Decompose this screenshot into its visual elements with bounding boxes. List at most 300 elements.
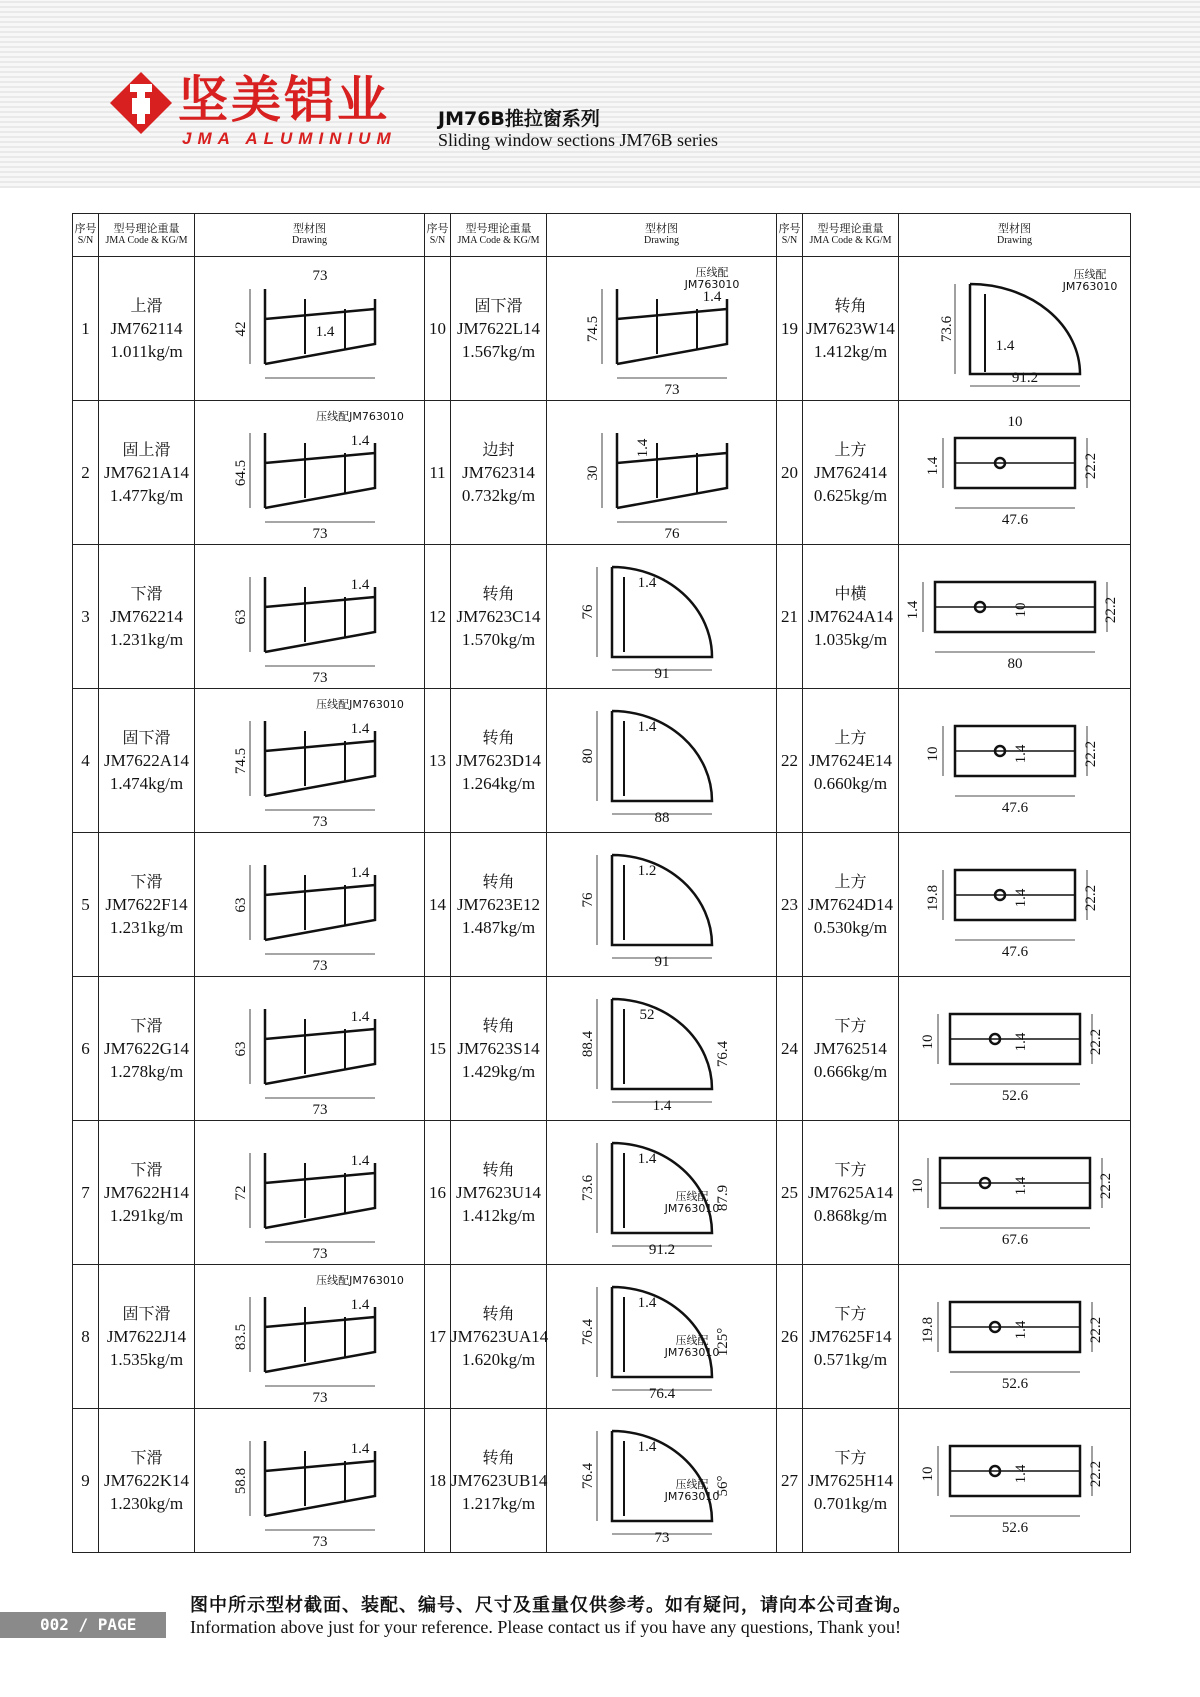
header-drawing-cn: 型材图: [998, 222, 1031, 235]
dimension-label: 88: [654, 809, 669, 826]
profile-code-cell: [803, 1409, 899, 1553]
dimension-label: 22.2: [1097, 1172, 1114, 1199]
dimension-label: 63: [232, 609, 249, 624]
profile-code: JM7623E12: [456, 895, 541, 914]
header-sn-cn: 序号: [74, 222, 97, 235]
profile-outline: [612, 1143, 712, 1233]
serial-number: 18: [425, 1409, 451, 1553]
dimension-label: 1.4: [350, 576, 369, 593]
profile-name: 固下滑: [122, 728, 171, 747]
header-sn: [425, 214, 451, 257]
profile-drawing: [915, 1272, 1115, 1402]
header-sn-cn: 序号: [778, 222, 801, 235]
serial-number: 25: [777, 1121, 803, 1265]
profile-drawing: [915, 1416, 1115, 1546]
dimension-label: 1.4: [350, 1296, 369, 1313]
profile-drawing: [562, 696, 762, 826]
table-row: [73, 401, 1131, 545]
serial-number: 15: [425, 977, 451, 1121]
dimension-label: 73: [312, 525, 327, 542]
assembly-note-code: JM763010: [664, 1345, 719, 1359]
profile-weight: 1.487kg/m: [461, 918, 536, 937]
header-sn-en: S/N: [781, 235, 798, 246]
profile-drawing-cell: [547, 545, 777, 689]
serial-number: 19: [777, 257, 803, 401]
header-code: [803, 214, 899, 257]
profile-code-cell: [803, 401, 899, 545]
profile-code-cell: [99, 545, 195, 689]
dimension-label: 1.4: [637, 574, 656, 591]
page-header: [0, 0, 1200, 188]
profile-name: 上方: [834, 872, 867, 891]
profile-drawing: [915, 984, 1115, 1114]
header-sn-en: S/N: [77, 235, 94, 246]
header-drawing-cn: 型材图: [293, 222, 326, 235]
dimension-label: 80: [1007, 655, 1022, 672]
dimension-label: 47.6: [1001, 511, 1028, 528]
assembly-note: 压线配JM763010: [315, 409, 404, 423]
profile-drawing-cell: [547, 977, 777, 1121]
profile-code-cell: [99, 257, 195, 401]
dimension-label: 73: [312, 1389, 327, 1406]
profile-table: [72, 213, 1131, 1553]
serial-number: 13: [425, 689, 451, 833]
assembly-note: 压线配JM763010: [315, 697, 404, 711]
dimension-label: 76.4: [579, 1318, 596, 1345]
dimension-label: 1.4: [315, 323, 334, 340]
profile-drawing-cell: [547, 401, 777, 545]
dimension-label: 76: [579, 892, 596, 907]
profile-code-cell: [99, 1121, 195, 1265]
profile-weight: 1.264kg/m: [461, 774, 536, 793]
footer-note-en: Information above just for your reference. Please contact us if you have any questions, Thank you!: [190, 1617, 901, 1637]
header-drawing-en: Drawing: [644, 235, 679, 246]
dimension-label: 52: [639, 1006, 654, 1023]
profile-drawing-cell: [195, 1265, 425, 1409]
header-code: [99, 214, 195, 257]
profile-code: JM7625H14: [807, 1471, 893, 1490]
dimension-label: 10: [924, 746, 941, 761]
profile-code: JM7623UB14: [451, 1471, 548, 1490]
dimension-label: 1.4: [904, 600, 921, 619]
profile-name: 下滑: [130, 584, 163, 603]
serial-number: 10: [425, 257, 451, 401]
dimension-label: 76.4: [714, 1040, 731, 1067]
profile-code: JM7625A14: [807, 1183, 893, 1202]
profile-drawing-cell: [195, 1409, 425, 1553]
profile-weight: 1.474kg/m: [109, 774, 184, 793]
profile-weight: 0.571kg/m: [813, 1350, 888, 1369]
dimension-label: 73: [312, 267, 327, 284]
profile-code-cell: [99, 689, 195, 833]
profile-outline: [612, 1287, 712, 1377]
profile-outline: [612, 855, 712, 945]
dimension-label: 1.4: [637, 1438, 656, 1455]
dimension-label: 52.6: [1001, 1087, 1028, 1104]
profile-drawing: [210, 408, 410, 542]
profile-code-cell: [451, 257, 547, 401]
dimension-label: 83.5: [232, 1323, 249, 1350]
dimension-label: 80: [579, 748, 596, 763]
table-row: [73, 257, 1131, 401]
dimension-label: 1.4: [1012, 1464, 1029, 1483]
dimension-label: 73: [312, 1245, 327, 1262]
header-code-en: JMA Code & KG/M: [457, 235, 540, 246]
profile-code: JM7621A14: [103, 463, 189, 482]
dimension-label: 47.6: [1001, 943, 1028, 960]
serial-number: 27: [777, 1409, 803, 1553]
profile-name: 固下滑: [122, 1304, 171, 1323]
dimension-label: 56°: [714, 1475, 731, 1496]
dimension-label: 88.4: [579, 1030, 596, 1057]
header-code-cn: 型号理论重量: [113, 222, 180, 235]
profile-code-cell: [803, 1121, 899, 1265]
profile-outline: [617, 433, 727, 508]
profile-drawing-cell: [195, 545, 425, 689]
dimension-label: 76: [664, 525, 679, 542]
profile-name: 上方: [834, 440, 867, 459]
dimension-label: 73: [312, 957, 327, 974]
assembly-note: 压线配JM763010: [315, 1273, 404, 1287]
profile-weight: 1.278kg/m: [109, 1062, 184, 1081]
table-row: [73, 545, 1131, 689]
profile-code-cell: [451, 401, 547, 545]
table-row: [73, 1409, 1131, 1553]
dimension-label: 1.4: [350, 1440, 369, 1457]
serial-number: 5: [73, 833, 99, 977]
profile-drawing: [909, 1128, 1115, 1258]
profile-code: JM7622G14: [103, 1039, 189, 1058]
dimension-label: 73: [312, 813, 327, 830]
assembly-note: 压线配: [1073, 267, 1106, 281]
serial-number: 1: [73, 257, 99, 401]
dimension-label: 22.2: [1087, 1316, 1104, 1343]
profile-drawing: [210, 552, 410, 686]
dimension-label: 1.4: [637, 1150, 656, 1167]
profile-code-cell: [451, 977, 547, 1121]
profile-drawing: [562, 1272, 762, 1402]
dimension-label: 76.4: [579, 1462, 596, 1489]
dimension-label: 1.4: [1012, 744, 1029, 763]
profile-weight: 1.412kg/m: [461, 1206, 536, 1225]
serial-number: 12: [425, 545, 451, 689]
profile-weight: 1.535kg/m: [109, 1350, 184, 1369]
profile-code-cell: [451, 1121, 547, 1265]
dimension-label: 1.4: [350, 720, 369, 737]
profile-code: JM762214: [110, 607, 183, 626]
dimension-label: 73: [654, 1529, 669, 1546]
serial-number: 9: [73, 1409, 99, 1553]
profile-weight: 1.620kg/m: [461, 1350, 536, 1369]
table-row: [73, 1121, 1131, 1265]
profile-code: JM762514: [814, 1039, 887, 1058]
dimension-label: 10: [919, 1034, 936, 1049]
dimension-label: 1.4: [637, 718, 656, 735]
profile-code-cell: [451, 833, 547, 977]
profile-name: 上方: [834, 728, 867, 747]
profile-code-cell: [803, 1265, 899, 1409]
profile-drawing-cell: [899, 977, 1131, 1121]
profile-code-cell: [99, 1265, 195, 1409]
profile-drawing-cell: [899, 833, 1131, 977]
profile-outline: [612, 999, 712, 1089]
dimension-label: 1.2: [637, 862, 656, 879]
dimension-label: 1.4: [1012, 888, 1029, 907]
profile-name: 转角: [482, 1016, 515, 1035]
profile-weight: 1.429kg/m: [461, 1062, 536, 1081]
dimension-label: 52.6: [1001, 1375, 1028, 1392]
profile-drawing: [562, 1416, 762, 1546]
header-drawing-en: Drawing: [292, 235, 327, 246]
profile-drawing: [562, 264, 762, 398]
profile-code: JM7623U14: [455, 1183, 541, 1202]
dimension-label: 91: [654, 953, 669, 970]
dimension-label: 52.6: [1001, 1519, 1028, 1536]
profile-weight: 1.231kg/m: [109, 918, 184, 937]
serial-number: 11: [425, 401, 451, 545]
profile-drawing: [210, 264, 410, 394]
profile-weight: 1.231kg/m: [109, 630, 184, 649]
profile-name: 中横: [834, 584, 867, 603]
profile-name: 转角: [834, 296, 867, 315]
header-drawing: [195, 214, 425, 257]
page-title-cn: JM76B推拉窗系列: [438, 108, 600, 130]
dimension-label: 63: [232, 1041, 249, 1056]
profile-drawing-cell: [899, 545, 1131, 689]
header-drawing: [899, 214, 1131, 257]
profile-drawing-cell: [195, 833, 425, 977]
serial-number: 21: [777, 545, 803, 689]
profile-code: JM762414: [814, 463, 887, 482]
profile-weight: 0.701kg/m: [813, 1494, 888, 1513]
profile-name: 转角: [482, 584, 515, 603]
page-title-en: Sliding window sections JM76B series: [438, 130, 719, 150]
profile-weight: 0.732kg/m: [461, 486, 536, 505]
header-drawing-en: Drawing: [997, 235, 1032, 246]
header-drawing: [547, 214, 777, 257]
profile-code-cell: [803, 257, 899, 401]
header-sn: [777, 214, 803, 257]
profile-name: 上滑: [130, 296, 163, 315]
brand-name-cn: 坚美铝业: [178, 71, 390, 129]
profile-code: JM7622K14: [103, 1471, 189, 1490]
profile-drawing: [210, 840, 410, 974]
table-row: [73, 977, 1131, 1121]
dimension-label: 58.8: [232, 1467, 249, 1494]
header-code-en: JMA Code & KG/M: [105, 235, 188, 246]
header-sn-en: S/N: [429, 235, 446, 246]
assembly-note-code: JM763010: [664, 1201, 719, 1215]
profile-drawing: [915, 696, 1115, 826]
profile-outline: [612, 567, 712, 657]
dimension-label: 73: [312, 669, 327, 686]
table-header-row: [73, 214, 1131, 257]
profile-code-cell: [803, 545, 899, 689]
profile-code: JM7623UA14: [451, 1327, 549, 1346]
profile-drawing-cell: [899, 1121, 1131, 1265]
profile-weight: 1.291kg/m: [109, 1206, 184, 1225]
dimension-label: 73.6: [938, 315, 955, 342]
dimension-label: 22.2: [1087, 1028, 1104, 1055]
dimension-label: 1.4: [924, 456, 941, 475]
assembly-note-code: JM763010: [664, 1489, 719, 1503]
dimension-label: 1.4: [350, 864, 369, 881]
serial-number: 24: [777, 977, 803, 1121]
dimension-label: 42: [232, 321, 249, 336]
dimension-label: 1.4: [1012, 1176, 1029, 1195]
dimension-label: 1.4: [350, 1152, 369, 1169]
dimension-label: 22.2: [1087, 1460, 1104, 1487]
dimension-label: 22.2: [1102, 596, 1119, 623]
profile-drawing: [562, 408, 762, 542]
dimension-label: 64.5: [232, 459, 249, 486]
profile-weight: 1.477kg/m: [109, 486, 184, 505]
profile-weight: 1.570kg/m: [461, 630, 536, 649]
table-row: [73, 1265, 1131, 1409]
serial-number: 22: [777, 689, 803, 833]
profile-code-cell: [99, 833, 195, 977]
profile-name: 下滑: [130, 1448, 163, 1467]
profile-drawing-cell: [547, 257, 777, 401]
profile-code-cell: [451, 1409, 547, 1553]
profile-code-cell: [99, 977, 195, 1121]
profile-name: 固下滑: [474, 296, 523, 315]
profile-weight: 1.567kg/m: [461, 342, 536, 361]
profile-outline: [612, 711, 712, 801]
dimension-label: 30: [584, 465, 601, 480]
profile-name: 转角: [482, 728, 515, 747]
dimension-label: 91: [654, 665, 669, 682]
serial-number: 16: [425, 1121, 451, 1265]
profile-name: 边封: [482, 440, 515, 459]
dimension-label: 1.4: [634, 438, 651, 457]
profile-name: 下方: [834, 1304, 867, 1323]
profile-code: JM7624D14: [807, 895, 893, 914]
dimension-label: 47.6: [1001, 799, 1028, 816]
profile-code: JM7622L14: [456, 319, 541, 338]
profile-drawing-cell: [547, 833, 777, 977]
profile-drawing-cell: [547, 689, 777, 833]
profile-drawing: [562, 840, 762, 970]
dimension-label: 72: [232, 1185, 249, 1200]
assembly-note-code: JM763010: [684, 277, 739, 291]
serial-number: 6: [73, 977, 99, 1121]
dimension-label: 1.4: [350, 432, 369, 449]
profile-weight: 0.660kg/m: [813, 774, 888, 793]
profile-outline: [612, 1431, 712, 1521]
page-number-tag: [0, 1612, 166, 1638]
assembly-note: 压线配: [695, 265, 728, 279]
profile-drawing-cell: [195, 257, 425, 401]
header-code-en: JMA Code & KG/M: [809, 235, 892, 246]
profile-weight: 1.412kg/m: [813, 342, 888, 361]
profile-code: JM7624A14: [807, 607, 893, 626]
serial-number: 4: [73, 689, 99, 833]
dimension-label: 19.8: [924, 884, 941, 911]
header-code: [451, 214, 547, 257]
dimension-label: 1.4: [1012, 1320, 1029, 1339]
header-sn: [73, 214, 99, 257]
dimension-label: 22.2: [1082, 740, 1099, 767]
dimension-label: 74.5: [232, 747, 249, 774]
dimension-label: 10: [919, 1466, 936, 1481]
serial-number: 17: [425, 1265, 451, 1409]
dimension-label: 1.4: [637, 1294, 656, 1311]
profile-code-cell: [451, 545, 547, 689]
dimension-label: 10: [909, 1178, 926, 1193]
profile-weight: 0.625kg/m: [813, 486, 888, 505]
dimension-label: 1.4: [995, 337, 1014, 354]
profile-drawing-cell: [899, 257, 1131, 401]
profile-drawing: [915, 264, 1115, 394]
profile-drawing-cell: [547, 1121, 777, 1265]
profile-weight: 1.011kg/m: [110, 342, 183, 361]
profile-name: 下滑: [130, 1160, 163, 1179]
profile-code: JM7622A14: [103, 751, 189, 770]
profile-name: 转角: [482, 872, 515, 891]
profile-drawing: [562, 552, 762, 682]
jma-logo-icon: [108, 70, 174, 136]
profile-code: JM7623D14: [455, 751, 541, 770]
dimension-label: 22.2: [1082, 452, 1099, 479]
serial-number: 3: [73, 545, 99, 689]
serial-number: 7: [73, 1121, 99, 1265]
serial-number: 23: [777, 833, 803, 977]
profile-code: JM7622F14: [105, 895, 188, 914]
dimension-label: 22.2: [1082, 884, 1099, 911]
dimension-label: 1.4: [652, 1097, 671, 1114]
dimension-label: 76: [579, 604, 596, 619]
profile-name: 下方: [834, 1160, 867, 1179]
serial-number: 26: [777, 1265, 803, 1409]
dimension-label: 1.4: [1012, 1032, 1029, 1051]
dimension-label: 73: [312, 1533, 327, 1550]
profile-code-cell: [451, 689, 547, 833]
profile-drawing: [210, 696, 410, 830]
profile-code-cell: [99, 401, 195, 545]
dimension-label: 73.6: [579, 1174, 596, 1201]
profile-drawing: [210, 1272, 410, 1406]
profile-code-cell: [803, 833, 899, 977]
dimension-label: 73: [664, 381, 679, 398]
dimension-label: 91.2: [648, 1241, 675, 1258]
dimension-label: 1.4: [350, 1008, 369, 1025]
profile-drawing: [562, 1128, 762, 1258]
profile-outline: [970, 284, 1080, 374]
table-row: [73, 833, 1131, 977]
profile-code-cell: [803, 689, 899, 833]
profile-drawing-cell: [195, 977, 425, 1121]
profile-name: 固上滑: [122, 440, 171, 459]
profile-drawing-cell: [899, 689, 1131, 833]
profile-weight: 1.035kg/m: [813, 630, 888, 649]
profile-code: JM7625F14: [809, 1327, 892, 1346]
profile-drawing: [210, 1128, 410, 1262]
dimension-label: 10: [1007, 413, 1022, 430]
footer-note-cn: 图中所示型材截面、装配、编号、尺寸及重量仅供参考。如有疑问，请向本公司查询。: [190, 1595, 912, 1616]
profile-drawing-cell: [899, 1265, 1131, 1409]
profile-drawing-cell: [899, 1409, 1131, 1553]
profile-drawing: [562, 984, 762, 1114]
header-sn-cn: 序号: [426, 222, 449, 235]
profile-name: 转角: [482, 1160, 515, 1179]
profile-drawing: [210, 1416, 410, 1550]
serial-number: 2: [73, 401, 99, 545]
profile-code-cell: [803, 977, 899, 1121]
profile-name: 转角: [482, 1304, 515, 1323]
brand-name-en: JMA ALUMINIUM: [182, 129, 397, 148]
profile-drawing-cell: [547, 1409, 777, 1553]
